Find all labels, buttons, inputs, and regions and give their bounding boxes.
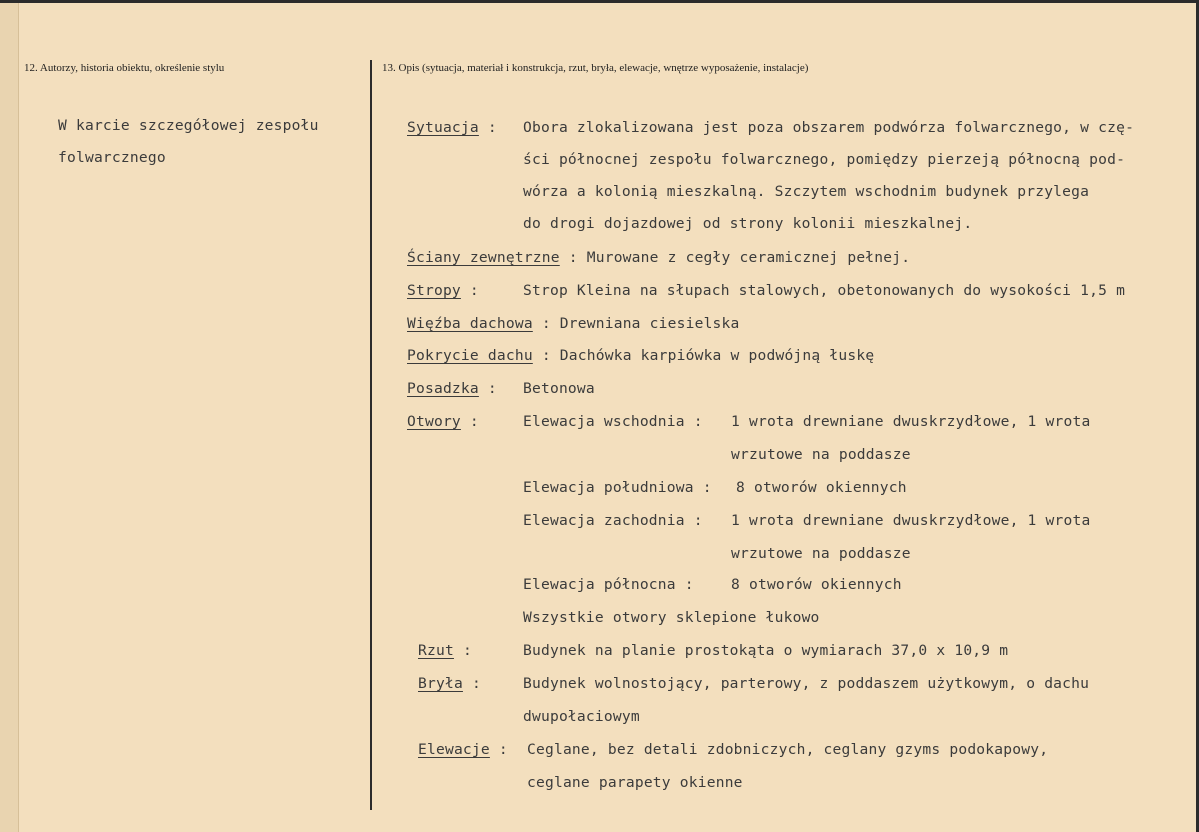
otwory-polnocna-name: Elewacja północna : [523,576,694,593]
sytuacja-line-1: Obora zlokalizowana jest poza obszarem podwórza folwarcznego, w czę- [523,119,1135,136]
sciany-value: : Murowane z cegły ceramicznej pełnej. [568,249,911,266]
page-top-edge [0,0,1199,3]
elewacje-line-1: Ceglane, bez detali zdobniczych, ceglany gzyms podokapowy, [527,741,1049,758]
stropy-label: Stropy [407,282,461,299]
otwory-poludniowa-name: Elewacja południowa : [523,479,712,496]
bryla-sep: : [471,675,481,692]
sytuacja-line-2: ści północnej zespołu folwarcznego, pomiędzy pierzeją północną pod- [523,151,1126,168]
bryla-label-row [418,675,481,692]
posadzka-label: Posadzka [407,380,479,397]
section-13-header: 13. Opis (sytuacja, materiał i konstrukcja, rzut, bryła, elewacje, wnętrze wyposażenie, instalacje) [382,62,809,74]
rzut-value: Budynek na planie prostokąta o wymiarach 37,0 x 10,9 m [523,642,1009,659]
sytuacja-label: Sytuacja [407,119,479,136]
otwory-label: Otwory [407,413,461,430]
wiezba-label: Więźba dachowa [407,315,533,332]
rzut-sep: : [462,642,472,659]
pokrycie-value: : Dachówka karpiówka w podwójną łuskę [541,347,875,364]
wiezba-value: : Drewniana ciesielska [541,315,740,332]
otwory-zachodnia-line-1: 1 wrota drewniane dwuskrzydłowe, 1 wrota [731,512,1091,529]
sciany-label: Ściany zewnętrzne [407,249,560,266]
section-12-line-1: W karcie szczegółowej zespołu [58,117,319,134]
stropy-label-row [407,282,479,299]
rzut-label: Rzut [418,642,454,659]
column-divider [370,60,372,810]
rzut-label-row [418,642,472,659]
bryla-line-2: dwupołaciowym [523,708,640,725]
stropy-value: Strop Kleina na słupach stalowych, obetonowanych do wysokości 1,5 m [523,282,1126,299]
stropy-sep: : [469,282,479,299]
otwory-wschodnia-line-2: wrzutowe na poddasze [731,446,911,463]
section-12-line-2: folwarcznego [58,149,166,166]
elewacje-line-2: ceglane parapety okienne [527,774,743,791]
wiezba-row [407,315,740,332]
pokrycie-row [407,347,874,364]
otwory-wschodnia-line-1: 1 wrota drewniane dwuskrzydłowe, 1 wrota [731,413,1091,430]
posadzka-sep: : [487,380,497,397]
page-left-margin [0,0,19,832]
bryla-line-1: Budynek wolnostojący, parterowy, z poddaszem użytkowym, o dachu [523,675,1090,692]
sytuacja-line-3: wórza a kolonią mieszkalną. Szczytem wschodnim budynek przylega [523,183,1090,200]
elewacje-sep: : [498,741,508,758]
elewacje-label: Elewacje [418,741,490,758]
sytuacja-sep: : [487,119,497,136]
sytuacja-line-4: do drogi dojazdowej od strony kolonii mieszkalnej. [523,215,973,232]
posadzka-label-row [407,380,497,397]
elewacje-label-row [418,741,508,758]
otwory-label-row [407,413,479,430]
sciany-row [407,249,910,266]
otwory-poludniowa-line-1: 8 otworów okiennych [736,479,907,496]
otwory-zachodnia-line-2: wrzutowe na poddasze [731,545,911,562]
otwory-sep: : [469,413,479,430]
bryla-label: Bryła [418,675,463,692]
otwory-note: Wszystkie otwory sklepione łukowo [523,609,820,626]
otwory-zachodnia-name: Elewacja zachodnia : [523,512,703,529]
otwory-polnocna-line-1: 8 otworów okiennych [731,576,902,593]
posadzka-value: Betonowa [523,380,595,397]
pokrycie-label: Pokrycie dachu [407,347,533,364]
section-12-header: 12. Autorzy, historia obiektu, określenie stylu [24,62,225,74]
otwory-wschodnia-name: Elewacja wschodnia : [523,413,703,430]
sytuacja-label-row [407,119,497,136]
